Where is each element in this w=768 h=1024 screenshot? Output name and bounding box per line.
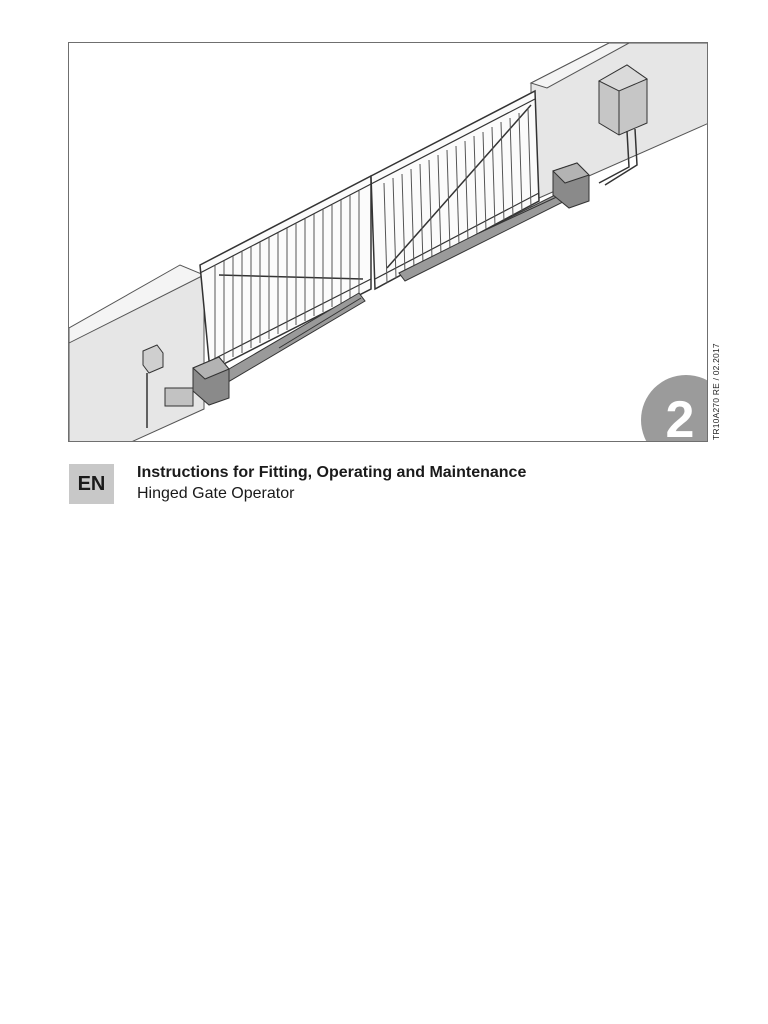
document-subtitle: Hinged Gate Operator	[137, 485, 295, 502]
figure-number: 2	[665, 391, 695, 443]
gate-illustration	[68, 42, 708, 442]
figure-number-badge	[641, 375, 708, 442]
right-gate-leaf	[371, 91, 539, 289]
language-badge: EN	[69, 464, 114, 504]
document-title: Instructions for Fitting, Operating and Maintenance	[137, 464, 527, 481]
left-wall	[69, 265, 204, 442]
document-code: TR10A270 RE / 02.2017	[711, 343, 721, 440]
